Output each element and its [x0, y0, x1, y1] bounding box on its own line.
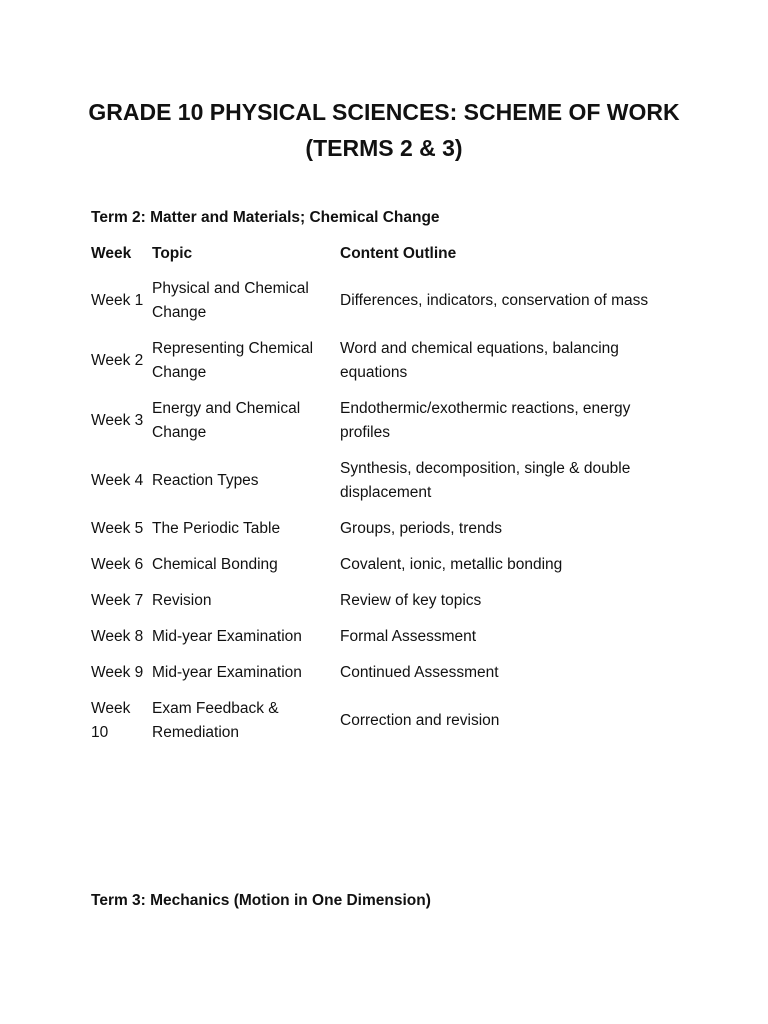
table-row — [87, 331, 674, 391]
title-line-1: GRADE 10 PHYSICAL SCIENCES: SCHEME OF WORK — [88, 99, 680, 125]
column-header-topic: Topic — [152, 244, 193, 262]
week-cell: Week 2 — [91, 352, 144, 369]
week-cell: Week 9 — [91, 664, 144, 681]
topic-cell: Representing Chemical Change — [152, 340, 314, 381]
topic-cell: The Periodic Table — [152, 520, 281, 537]
content-cell: Correction and revision — [340, 712, 500, 729]
table-row — [87, 271, 674, 331]
week-cell: Week 1 — [91, 292, 144, 309]
table-row — [87, 655, 674, 691]
term2-schedule-table — [87, 236, 674, 751]
week-cell: Week 10 — [91, 700, 131, 741]
document-title — [80, 94, 688, 166]
table-row — [87, 451, 674, 511]
week-cell: Week 6 — [91, 556, 144, 573]
topic-cell: Revision — [152, 592, 212, 609]
content-cell: Continued Assessment — [340, 664, 499, 681]
content-cell: Groups, periods, trends — [340, 520, 502, 537]
week-cell: Week 8 — [91, 628, 144, 645]
term2-heading: Term 2: Matter and Materials; Chemical Change — [91, 209, 440, 226]
topic-cell: Mid-year Examination — [152, 664, 302, 681]
content-cell: Word and chemical equations, balancing equations — [340, 340, 619, 381]
topic-cell: Energy and Chemical Change — [152, 400, 301, 441]
content-cell: Endothermic/exothermic reactions, energy profiles — [340, 400, 631, 441]
table-header-row — [87, 236, 674, 271]
content-cell: Differences, indicators, conservation of mass — [340, 292, 649, 309]
table-row — [87, 619, 674, 655]
table-row — [87, 583, 674, 619]
table-row — [87, 511, 674, 547]
content-cell: Review of key topics — [340, 592, 482, 609]
content-cell: Synthesis, decomposition, single & double displacement — [340, 460, 631, 501]
topic-cell: Exam Feedback & Remediation — [152, 700, 279, 741]
topic-cell: Chemical Bonding — [152, 556, 278, 573]
table-row — [87, 547, 674, 583]
table-row — [87, 391, 674, 451]
topic-cell: Physical and Chemical Change — [152, 280, 309, 321]
content-cell: Formal Assessment — [340, 628, 477, 645]
week-cell: Week 7 — [91, 592, 144, 609]
table-row — [87, 691, 674, 751]
topic-cell: Mid-year Examination — [152, 628, 302, 645]
content-cell: Covalent, ionic, metallic bonding — [340, 556, 563, 573]
column-header-content-outline: Content Outline — [340, 244, 457, 262]
column-header-week: Week — [91, 244, 132, 262]
week-cell: Week 3 — [91, 412, 144, 429]
term3-heading: Term 3: Mechanics (Motion in One Dimension) — [91, 892, 431, 909]
title-line-2: (TERMS 2 & 3) — [305, 135, 463, 161]
week-cell: Week 4 — [91, 472, 144, 489]
topic-cell: Reaction Types — [152, 472, 259, 489]
week-cell: Week 5 — [91, 520, 144, 537]
